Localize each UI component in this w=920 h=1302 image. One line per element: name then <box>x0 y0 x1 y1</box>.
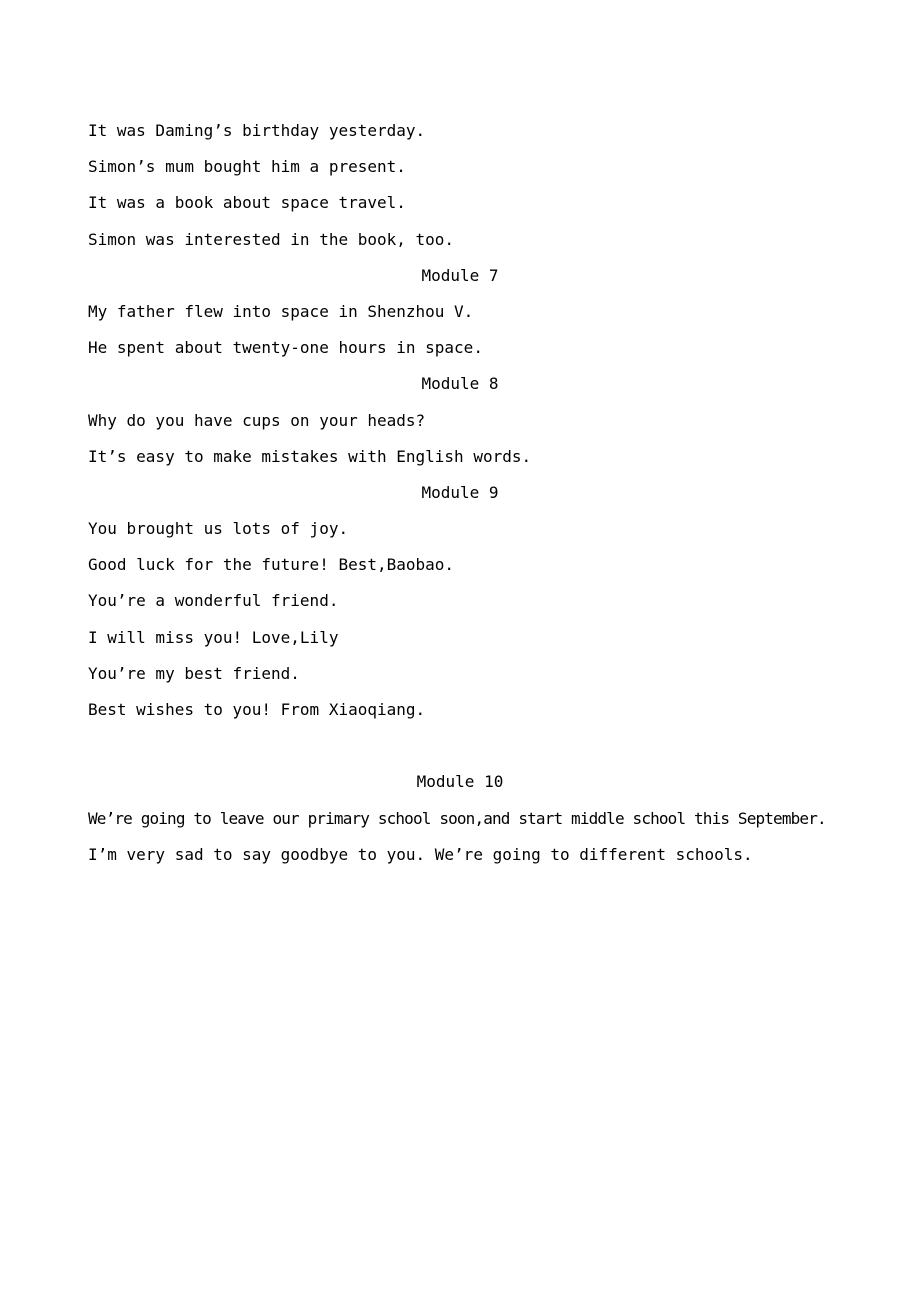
module-heading: Module 7 <box>421 265 499 285</box>
text-line: Why do you have cups on your heads? <box>88 410 426 430</box>
text-line: I will miss you! Love,Lily <box>88 627 339 647</box>
text-line: You brought us lots of joy. <box>88 519 349 539</box>
blank-line <box>88 733 832 769</box>
text-line: Good luck for the future! Best,Baobao. <box>88 555 455 575</box>
text-line: Simon was interested in the book, too. <box>88 229 455 249</box>
text-line: We’re going to leave our primary school soon,and start middle school this September. <box>88 808 826 828</box>
text-line: My father flew into space in Shenzhou V. <box>88 301 474 321</box>
module-heading: Module 8 <box>421 374 499 394</box>
text-line: You’re my best friend. <box>88 663 300 683</box>
module-heading: Module 9 <box>421 482 499 502</box>
text-line: I’m very sad to say goodbye to you. We’re going to different schools. <box>88 844 753 864</box>
text-line: Simon’s mum bought him a present. <box>88 157 406 177</box>
text-line: You’re a wonderful friend. <box>88 591 339 611</box>
text-line: It was Daming’s birthday yesterday. <box>88 121 426 140</box>
text-line: Best wishes to you! From Xiaoqiang. <box>88 700 426 719</box>
text-line: It’s easy to make mistakes with English words. <box>88 446 532 466</box>
text-line: He spent about twenty-one hours in space. <box>88 338 483 358</box>
document-body <box>88 118 832 878</box>
text-line: It was a book about space travel. <box>88 193 406 213</box>
module-heading: Module 10 <box>416 772 504 792</box>
